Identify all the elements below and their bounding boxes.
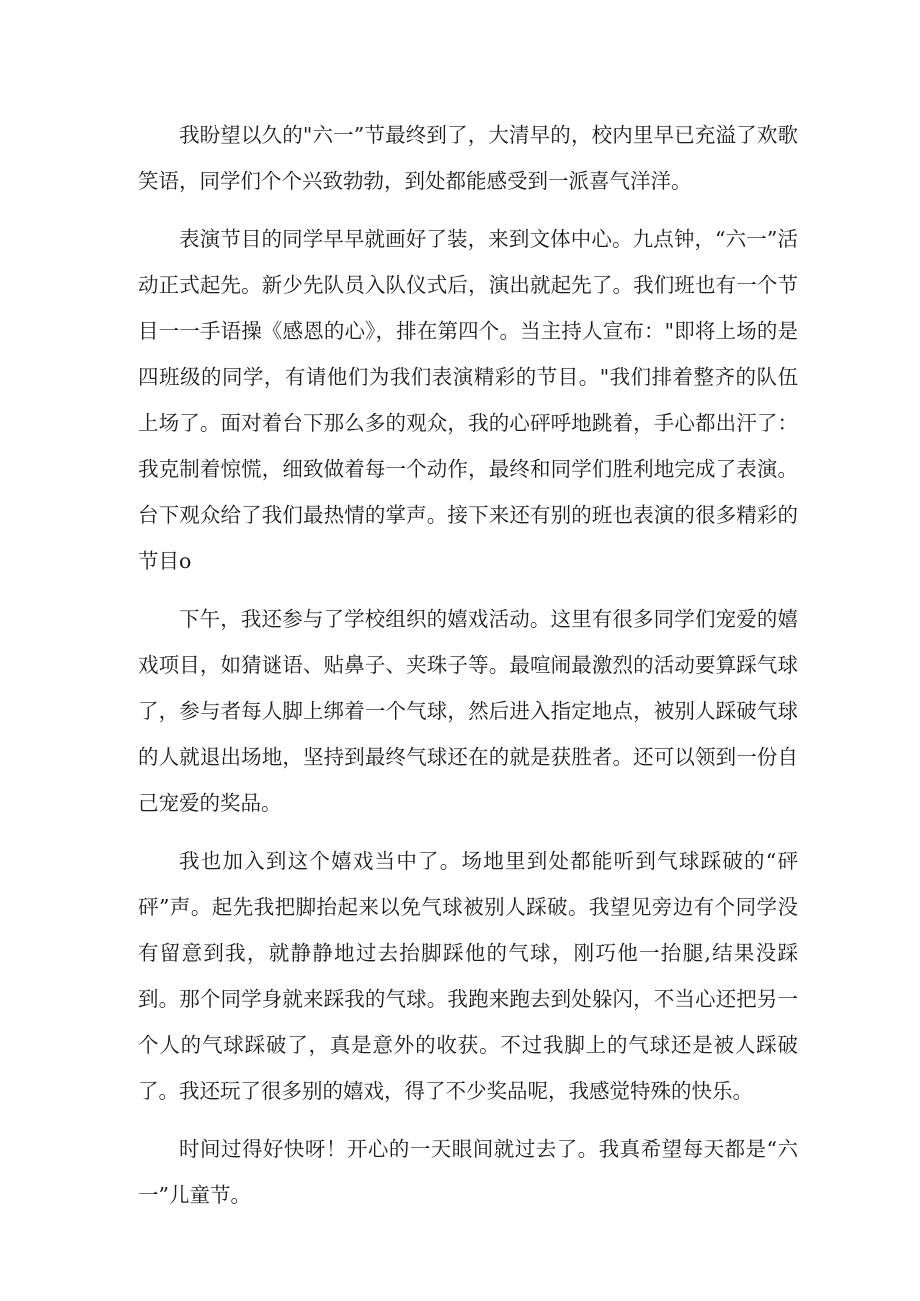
paragraph-3: 下午，我还参与了学校组织的嬉戏活动。这里有很多同学们宠爱的嬉戏项目，如猜谜语、贴鼻子、夹珠子等。最喧闹最激烈的活动要算踩气球了，参与者每人脚上绑着一个气球，然后进入指定地点，被别人踩破气球的人就退出场地，坚持到最终气球还在的就是获胜者。还可以领到一份自己宠爱的奖品。 (138, 607, 798, 815)
paragraph-4: 我也加入到这个嬉戏当中了。场地里到处都能听到气球踩破的“砰砰”声。起先我把脚抬起来以免气球被别人踩破。我望见旁边有个同学没有留意到我，就静静地过去抬脚踩他的气球，刚巧他一抬腿,结果没踩到。那个同学身就来踩我的气球。我跑来跑去到处躲闪，不当心还把另一个人的气球踩破了，真是意外的收获。不过我脚上的气球还是被人踩破了。我还玩了很多别的嬉戏，得了不少奖品呢，我感觉特殊的快乐。 (138, 849, 798, 1103)
essay-body (138, 112, 798, 1218)
paragraph-1: 我盼望以久的"六一”节最终到了，大清早的，校内里早已充溢了欢歌笑语，同学们个个兴致勃勃，到处都能感受到一派喜气洋洋。 (138, 123, 798, 193)
paragraph-2: 表演节目的同学早早就画好了装，来到文体中心。九点钟，“六一”活动正式起先。新少先队员入队仪式后，演出就起先了。我们班也有一个节目一一手语操《感恩的心》，排在第四个。当主持人宣布："即将上场的是四班级的同学，有请他们为我们表演精彩的节目。"我们排着整齐的队伍上场了。面对着台下那么多的观众，我的心砰呼地跳着，手心都出汗了：我克制着惊慌，细致做着每一个动作，最终和同学们胜利地完成了表演。台下观众给了我们最热情的掌声。接下来还有别的班也表演的很多精彩的节目o (138, 227, 798, 573)
paragraph-5: 时间过得好快呀！开心的一天眼间就过去了。我真希望每天都是“六一”儿童节。 (138, 1137, 798, 1207)
